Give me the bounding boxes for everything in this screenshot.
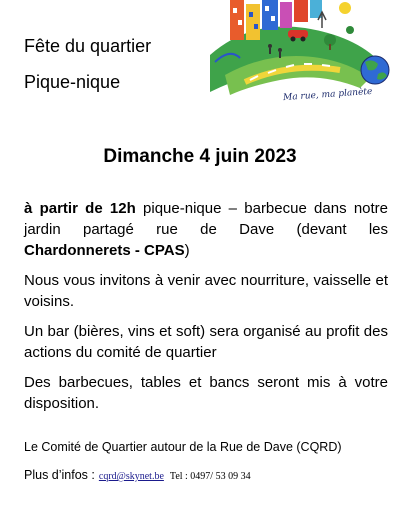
schedule-end: ) [184, 242, 190, 259]
illustration-caption: Ma rue, ma planète [282, 86, 373, 104]
title-line-2: Pique-nique [24, 72, 121, 92]
schedule-text: pique-nique – barbecue dans notre jardin partagé rue de Dave (devant les [24, 200, 389, 238]
email-link[interactable]: cqrd@skynet.be [98, 471, 164, 482]
paragraph-equipment: Des barbecues, tables et bancs seront mis à votre disposition. [24, 374, 388, 412]
committee-line: Le Comité de Quartier autour de la Rue de Dave (CQRD) [24, 440, 342, 454]
paragraph-invitation: Nous vous invitons à venir avec nourriture, vaisselle et voisins. [24, 272, 388, 310]
paragraph-schedule [24, 198, 388, 261]
title-line-1: Fête du quartier [24, 36, 152, 56]
phone-number: Tel : 0497/ 53 09 34 [169, 471, 251, 482]
contact-line [24, 468, 251, 482]
start-time: à partir de 12h [24, 200, 136, 217]
location-name: Chardonnerets - CPAS [24, 242, 185, 259]
paragraph-bar: Un bar (bières, vins et soft) sera organisé au profit des actions du comité de quartier [24, 323, 388, 361]
event-date: Dimanche 4 juin 2023 [103, 146, 297, 167]
info-label: Plus d’infos : [24, 468, 95, 482]
